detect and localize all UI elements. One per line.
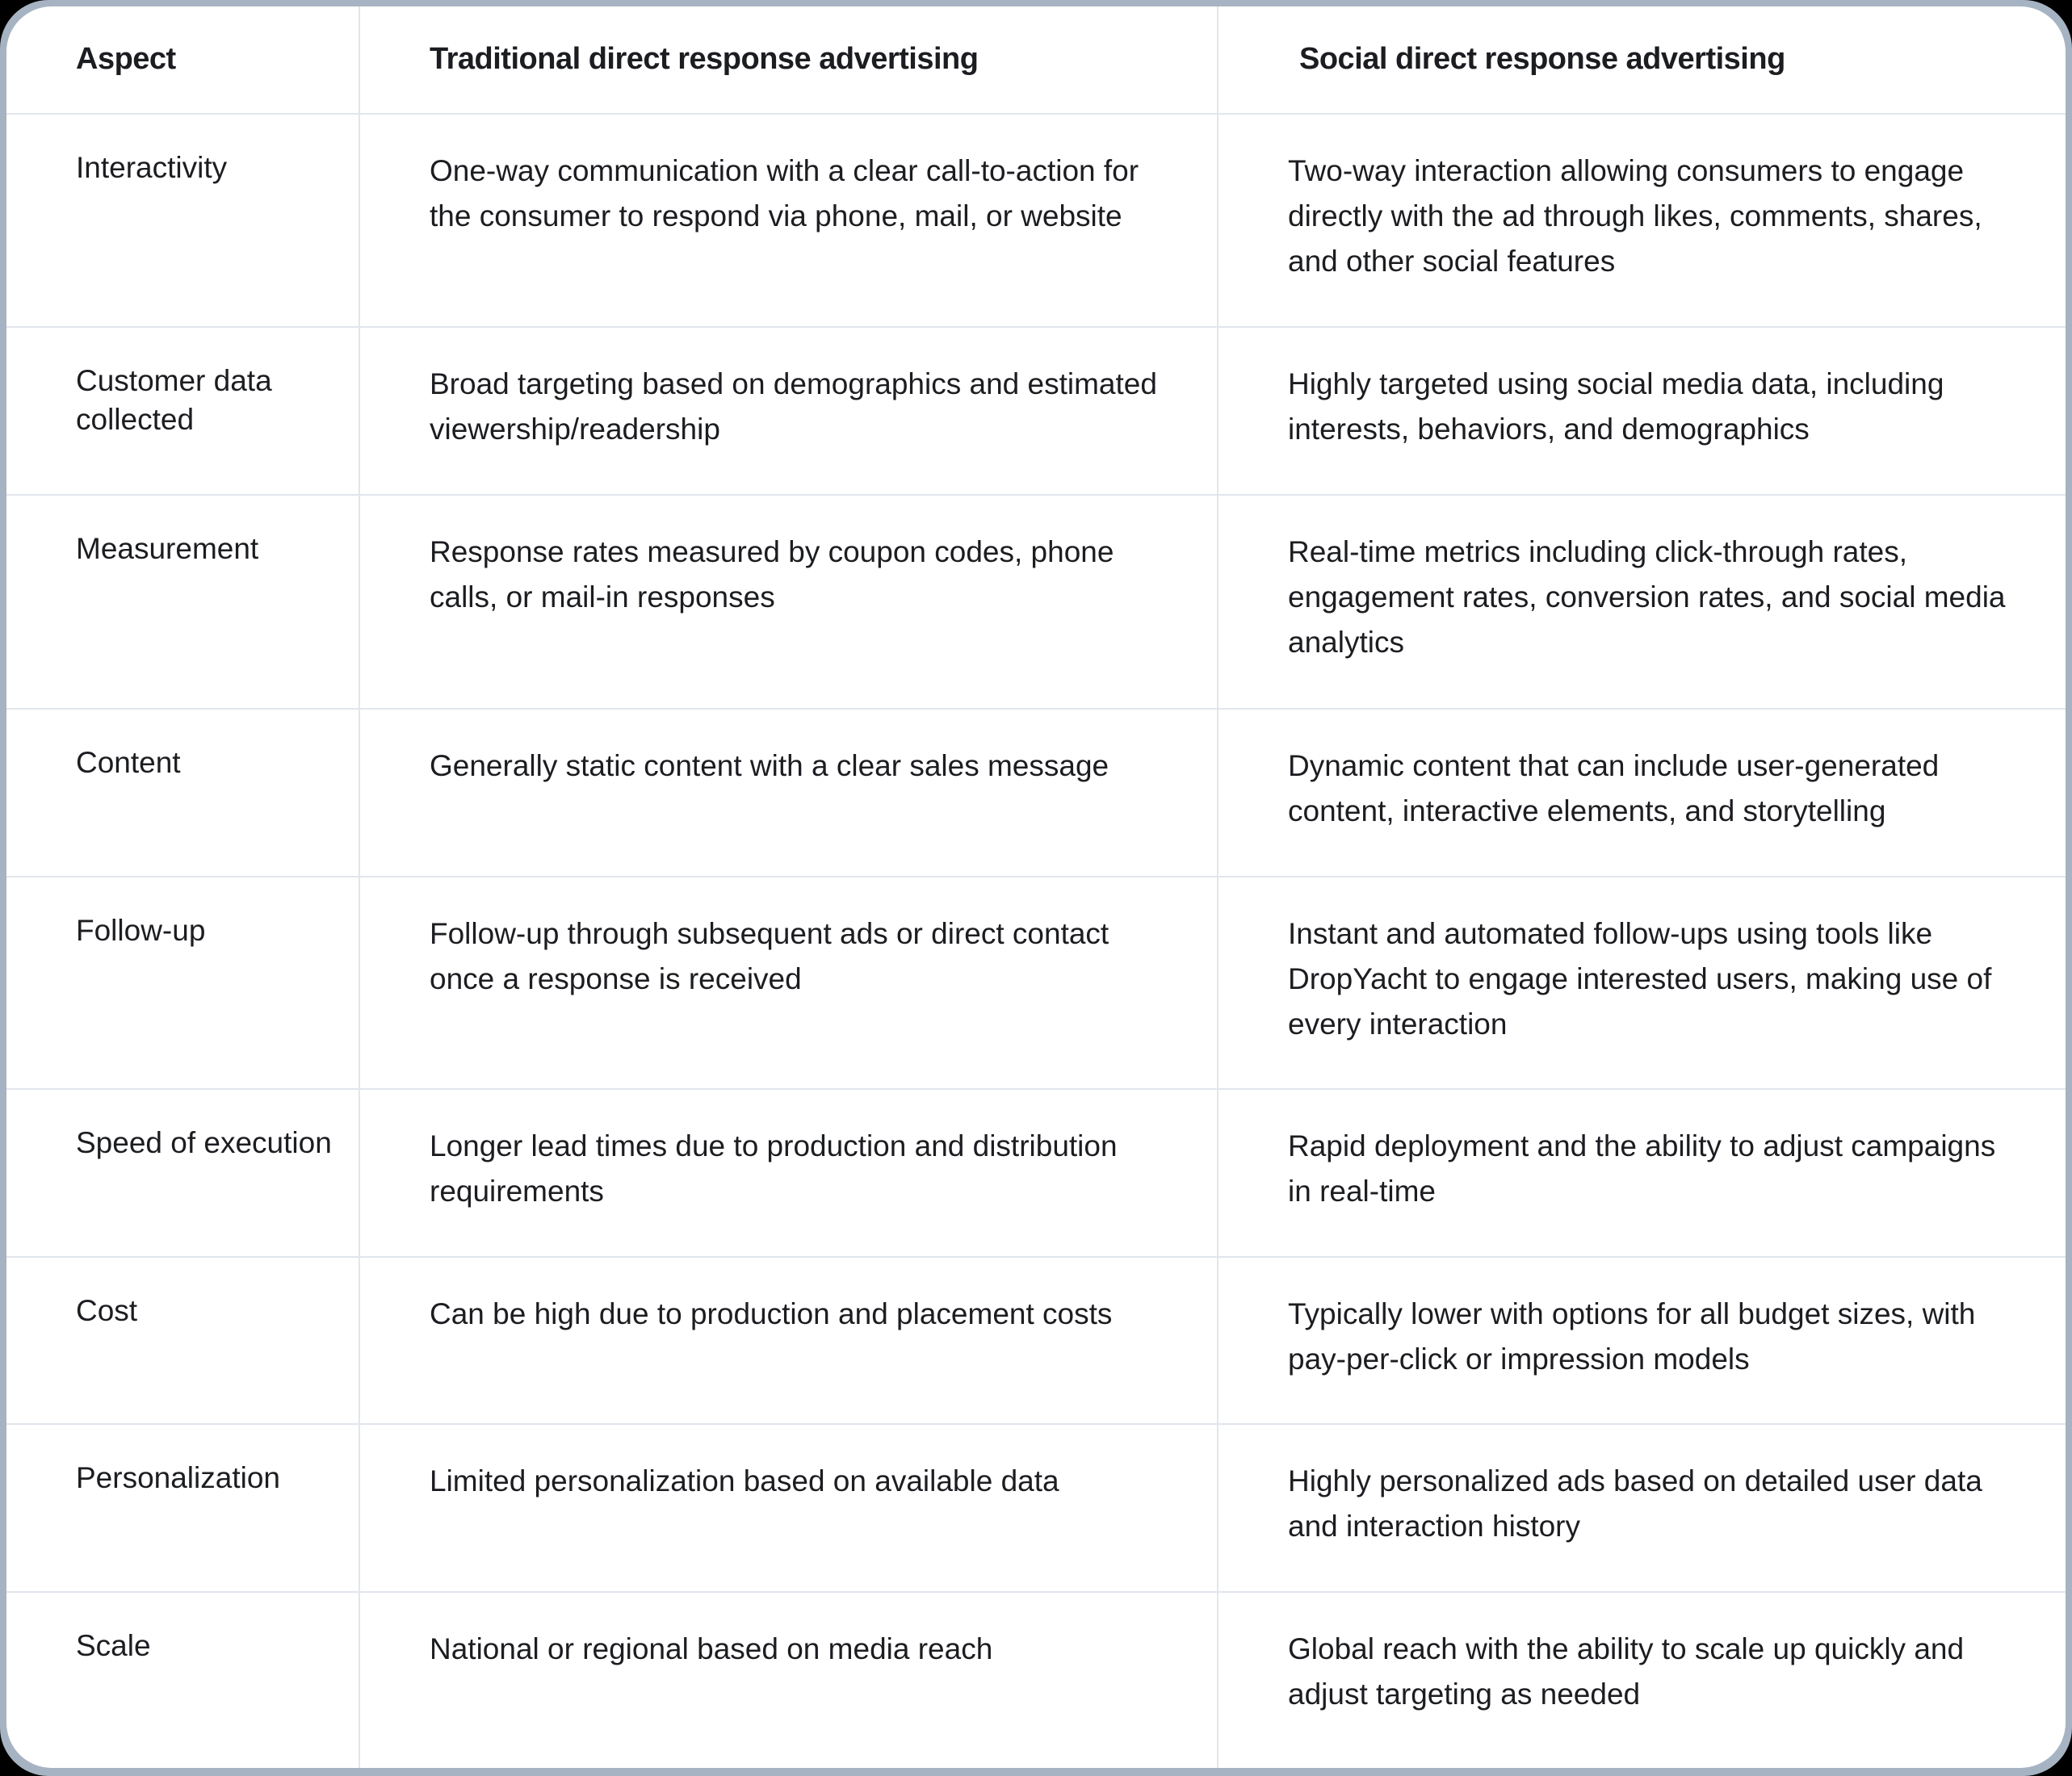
comparison-card xyxy=(6,6,2066,1768)
social-cell: Dynamic content that can include user-generated content, interactive elements, and storytelling xyxy=(1218,709,2066,877)
aspect-cell: Personalization xyxy=(6,1424,359,1592)
traditional-cell: Response rates measured by coupon codes, phone calls, or mail-in responses xyxy=(359,495,1218,709)
traditional-cell: Limited personalization based on available data xyxy=(359,1424,1218,1592)
social-cell: Global reach with the ability to scale up quickly and adjust targeting as needed xyxy=(1288,1632,1965,1711)
comparison-table xyxy=(6,6,2066,1768)
aspect-cell: Interactivity xyxy=(6,114,359,327)
table-row xyxy=(6,327,2066,495)
header-traditional: Traditional direct response advertising xyxy=(359,6,1218,114)
aspect-cell: Content xyxy=(6,709,359,877)
social-cell: Instant and automated follow-ups using tools like DropYacht to engage interested users, making use of every interaction xyxy=(1218,877,2066,1089)
social-cell: Highly targeted using social media data, including interests, behaviors, and demographics xyxy=(1218,327,2066,495)
social-cell: Real-time metrics including click-through rates, engagement rates, conversion rates, and social media analytics xyxy=(1218,495,2066,709)
traditional-cell: Broad targeting based on demographics and estimated viewership/readership xyxy=(359,327,1218,495)
social-cell: Two-way interaction allowing consumers to engage directly with the ad through likes, comments, shares, and other social features xyxy=(1218,114,2066,327)
aspect-cell: Customer data collected xyxy=(6,327,359,495)
aspect-cell: Cost xyxy=(6,1257,359,1424)
social-cell: Typically lower with options for all budget sizes, with pay-per-click or impression models xyxy=(1218,1257,2066,1424)
table-row xyxy=(6,1257,2066,1424)
aspect-cell: Measurement xyxy=(6,495,359,709)
header-social: Social direct response advertising xyxy=(1218,6,2066,114)
traditional-cell: Can be high due to production and placement costs xyxy=(359,1257,1218,1424)
social-cell: Highly personalized ads based on detailed user data and interaction history xyxy=(1218,1424,2066,1592)
traditional-cell: National or regional based on media reach xyxy=(359,1592,1218,1768)
traditional-cell: Generally static content with a clear sales message xyxy=(359,709,1218,877)
aspect-cell: Scale xyxy=(6,1592,359,1768)
table-row xyxy=(6,1089,2066,1257)
traditional-cell: One-way communication with a clear call-to-action for the consumer to respond via phone, mail, or website xyxy=(359,114,1218,327)
table-row xyxy=(6,709,2066,877)
table-row xyxy=(6,1592,2066,1768)
aspect-cell: Follow-up xyxy=(6,877,359,1089)
table-row xyxy=(6,1424,2066,1592)
table-row xyxy=(6,114,2066,327)
traditional-cell: Longer lead times due to production and distribution requirements xyxy=(359,1089,1218,1257)
social-cell: Rapid deployment and the ability to adjust campaigns in real-time xyxy=(1218,1089,2066,1257)
table-row xyxy=(6,495,2066,709)
aspect-cell: Speed of execution xyxy=(6,1089,359,1257)
traditional-cell: Follow-up through subsequent ads or direct contact once a response is received xyxy=(359,877,1218,1089)
table-row xyxy=(6,877,2066,1089)
header-aspect: Aspect xyxy=(6,6,359,114)
header-row xyxy=(6,6,2066,114)
